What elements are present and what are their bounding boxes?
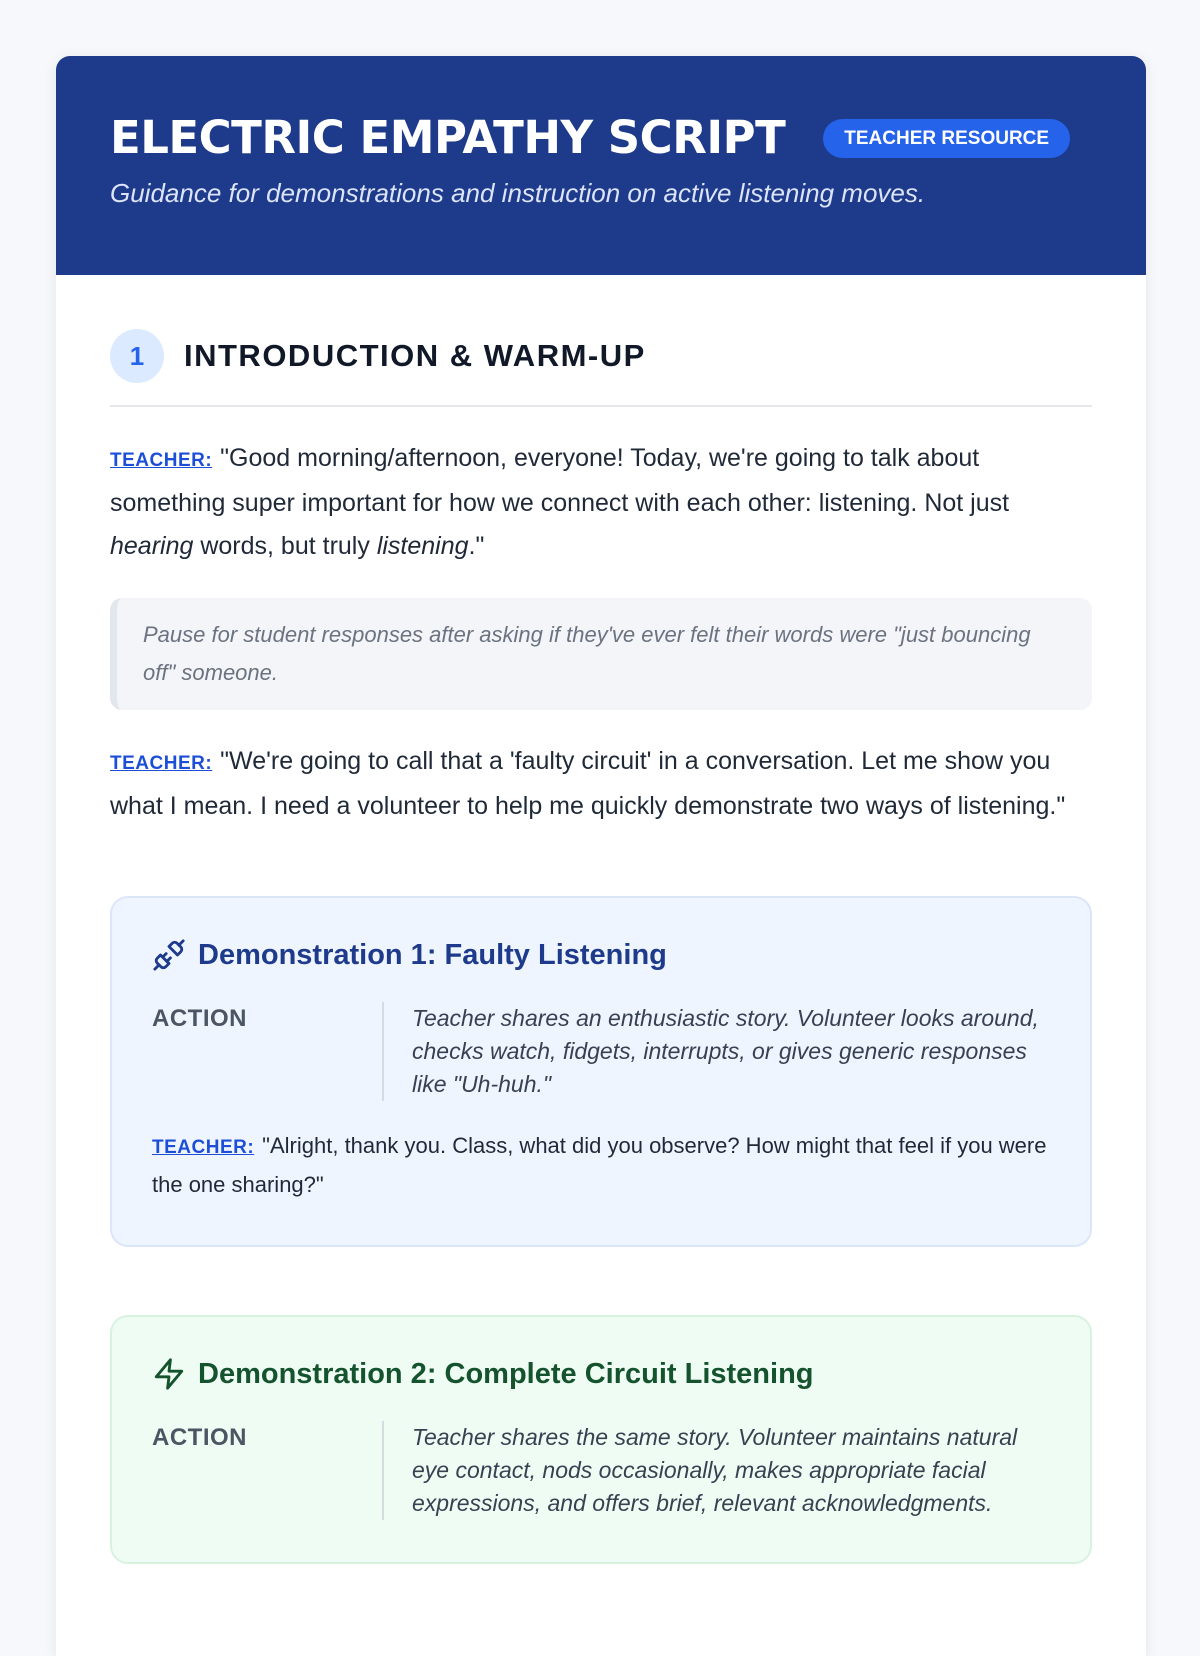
section-heading <box>110 329 1092 407</box>
emphasis-listening: listening <box>376 532 469 560</box>
page-title: ELECTRIC EMPATHY SCRIPT <box>110 111 786 164</box>
emphasis-hearing: hearing <box>110 532 194 560</box>
action-text: Teacher shares an enthusiastic story. Volunteer looks around, checks watch, fidgets, interrupts, or gives generic responses like "Uh-huh." <box>382 1002 1050 1101</box>
teacher-resource-badge: TEACHER RESOURCE <box>823 119 1070 158</box>
demo-faulty-listening <box>110 896 1092 1247</box>
line-text: words, but truly <box>193 532 377 560</box>
demo-title: Demonstration 2: Complete Circuit Listening <box>198 1357 814 1390</box>
line-text: ." <box>468 532 485 560</box>
line-text: "We're going to call that a 'faulty circuit' in a conversation. Let me show you what I mean. I need a volunteer to help me quickly demonstrate two ways of listening." <box>110 747 1066 820</box>
action-text: Teacher shares the same story. Volunteer maintains natural eye contact, nods occasionally, makes appropriate facial expressions, and offers brief, relevant acknowledgments. <box>382 1421 1050 1520</box>
stage-direction-note: Pause for student responses after asking if they've ever felt their words were "just bouncing off" someone. <box>110 598 1092 710</box>
action-label: ACTION <box>152 1424 247 1451</box>
section-title: INTRODUCTION & WARM-UP <box>184 338 646 373</box>
section-number: 1 <box>110 329 164 383</box>
action-row <box>152 1002 1050 1101</box>
demo-title: Demonstration 1: Faulty Listening <box>198 938 667 971</box>
title-row <box>110 110 1092 166</box>
script-content <box>56 275 1146 1564</box>
page-subtitle: Guidance for demonstrations and instruction on active listening moves. <box>110 178 926 208</box>
demo-heading <box>152 938 1050 972</box>
teacher-line-debrief <box>152 1127 1050 1203</box>
action-row <box>152 1421 1050 1520</box>
speaker-label: TEACHER: <box>110 450 213 471</box>
demo-complete-circuit <box>110 1315 1092 1564</box>
demo-heading <box>152 1357 1050 1391</box>
line-text: "Alright, thank you. Class, what did you observe? How might that feel if you were the one sharing?" <box>152 1133 1047 1197</box>
speaker-label: TEACHER: <box>110 753 213 774</box>
script-card <box>56 56 1146 1656</box>
speaker-label: TEACHER: <box>152 1137 255 1158</box>
teacher-line-circuit <box>110 740 1092 828</box>
action-label: ACTION <box>152 1005 247 1032</box>
teacher-line-intro <box>110 437 1092 568</box>
lightning-icon <box>152 1357 186 1391</box>
unplugged-icon <box>152 938 186 972</box>
page-header <box>56 56 1146 275</box>
line-text: "Good morning/afternoon, everyone! Today, we're going to talk about something super important for how we connect with each other: listening. Not just <box>110 444 1010 517</box>
